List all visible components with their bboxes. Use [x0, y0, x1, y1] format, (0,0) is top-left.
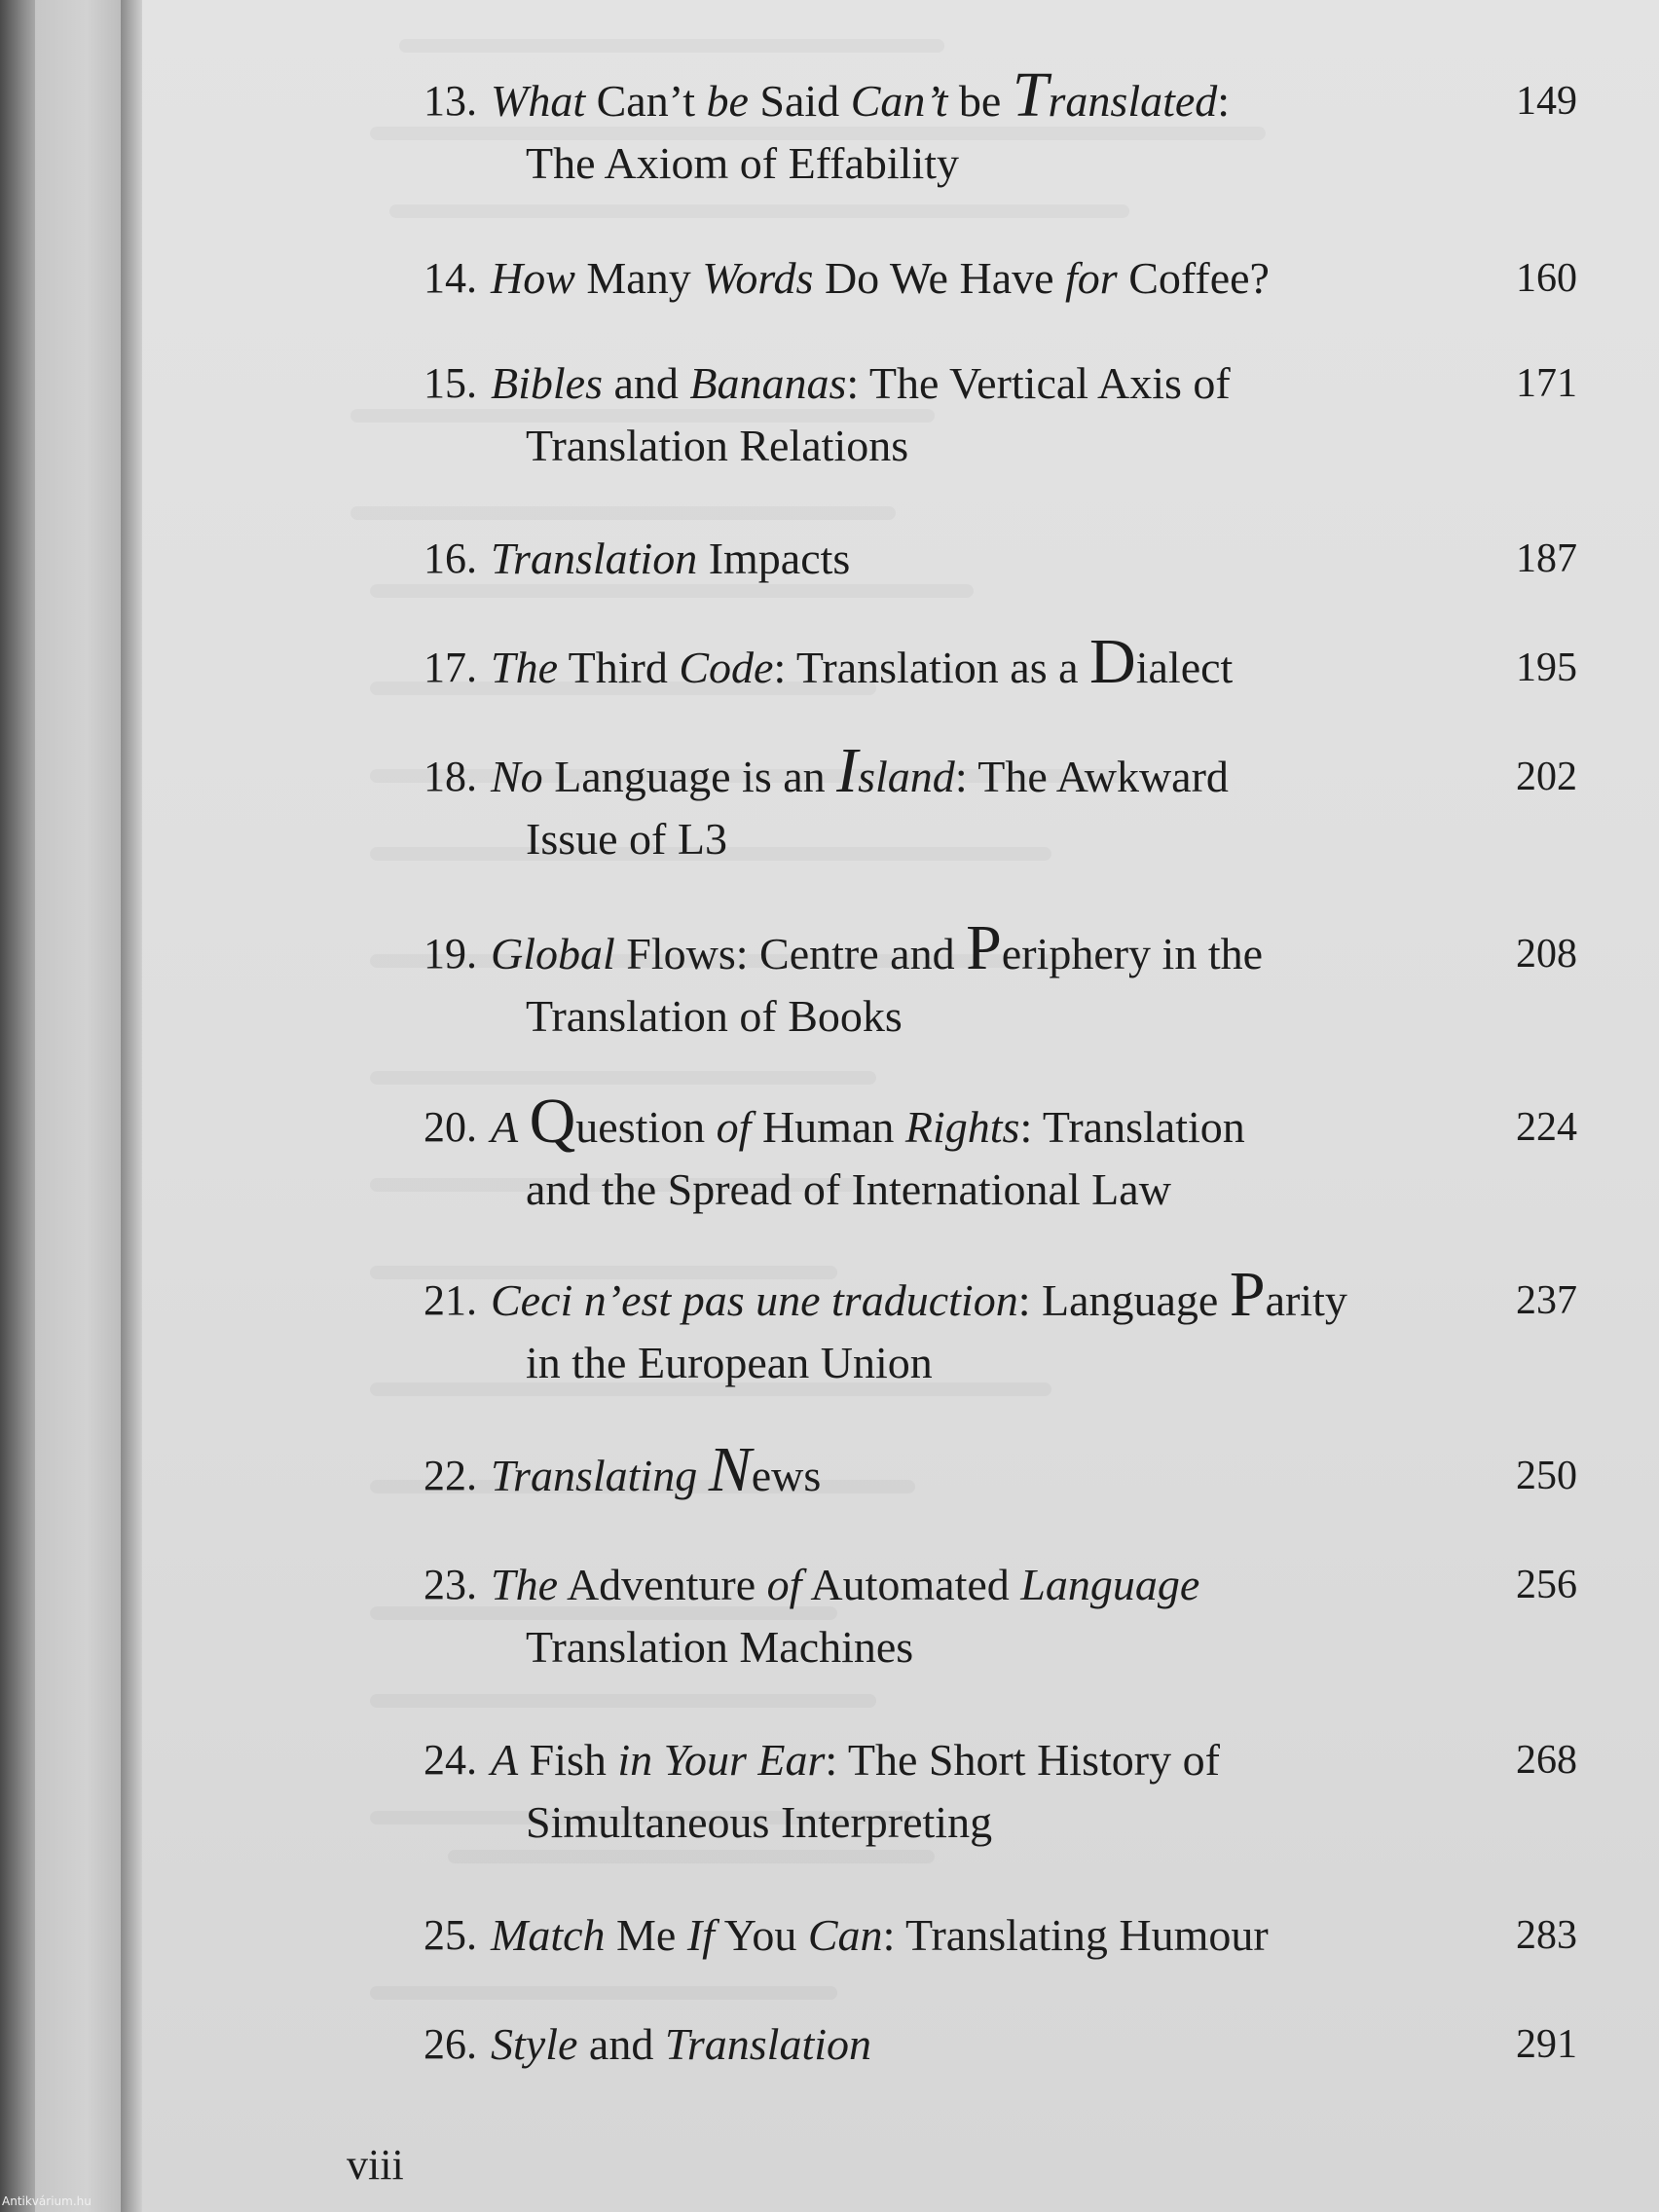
page-number: 250 [1516, 1454, 1577, 1498]
chapter-number: 21. [424, 1276, 477, 1324]
chapter-title-continued: in the European Union [526, 1338, 933, 1387]
page-number: 149 [1516, 79, 1577, 124]
chapter-number: 18. [424, 753, 477, 800]
chapter-title: The Adventure of Automated Language Translation Machines [477, 1554, 1386, 1678]
page-number: 224 [1516, 1105, 1577, 1150]
chapter-title-continued: and the Spread of International Law [526, 1164, 1171, 1214]
chapter-title-continued: Issue of L3 [526, 814, 727, 864]
chapter-number: 22. [424, 1452, 477, 1499]
page-number: 268 [1516, 1738, 1577, 1783]
page-number: 195 [1516, 645, 1577, 690]
page-number: 160 [1516, 256, 1577, 301]
page-number: 208 [1516, 932, 1577, 977]
chapter-number: 24. [424, 1736, 477, 1784]
chapter-number: 15. [424, 359, 477, 407]
chapter-number: 13. [424, 77, 477, 125]
chapter-number: 14. [424, 254, 477, 302]
chapter-title: A Question of Human Rights: Translation and the Spread of International Law [477, 1096, 1386, 1221]
chapter-title: Style and Translation [491, 2019, 872, 2069]
chapter-number: 16. [424, 535, 477, 582]
page-number: 171 [1516, 361, 1577, 406]
book-spine [0, 0, 35, 2212]
chapter-title: The Third Code: Translation as a Dialect [491, 626, 1234, 697]
chapter-title: No Language is an Island: The Awkward Issue of L3 [477, 746, 1386, 870]
chapter-number: 20. [424, 1103, 477, 1151]
page-number: 256 [1516, 1563, 1577, 1607]
page-folio: viii [347, 2141, 404, 2189]
chapter-title: Bibles and Bananas: The Vertical Axis of Translation Relations [477, 352, 1386, 477]
gutter-shadow [121, 0, 142, 2212]
chapter-title: Translating News [491, 1434, 822, 1505]
chapter-title: Ceci n’est pas une traduction: Language Parity in the European Union [477, 1270, 1386, 1394]
chapter-title: Global Flows: Centre and Periphery in the Translation of Books [477, 923, 1386, 1048]
chapter-title-continued: The Axiom of Effability [526, 138, 960, 188]
chapter-number: 17. [424, 644, 477, 691]
page-number: 202 [1516, 755, 1577, 799]
chapter-title: Translation Impacts [491, 534, 851, 583]
chapter-title-continued: Translation Machines [526, 1622, 914, 1672]
chapter-title-continued: Simultaneous Interpreting [526, 1797, 993, 1847]
page-number: 291 [1516, 2022, 1577, 2067]
chapter-title: A Fish in Your Ear: The Short History of Simultaneous Interpreting [477, 1729, 1386, 1854]
chapter-title: What Can’t be Said Can’t be Translated: The Axiom of Effability [477, 70, 1386, 195]
chapter-number: 25. [424, 1911, 477, 1959]
page-number: 237 [1516, 1278, 1577, 1323]
chapter-title: How Many Words Do We Have for Coffee? [491, 253, 1270, 303]
chapter-number: 23. [424, 1561, 477, 1608]
watermark: Antikvárium.hu [2, 2194, 92, 2208]
page-edges [35, 0, 121, 2212]
chapter-title-continued: Translation Relations [526, 421, 909, 470]
chapter-number: 19. [424, 930, 477, 977]
chapter-number: 26. [424, 2020, 477, 2068]
chapter-title-continued: Translation of Books [526, 991, 903, 1041]
page-number: 283 [1516, 1913, 1577, 1958]
page-number: 187 [1516, 536, 1577, 581]
chapter-title: Match Me If You Can: Translating Humour [491, 1910, 1269, 1960]
